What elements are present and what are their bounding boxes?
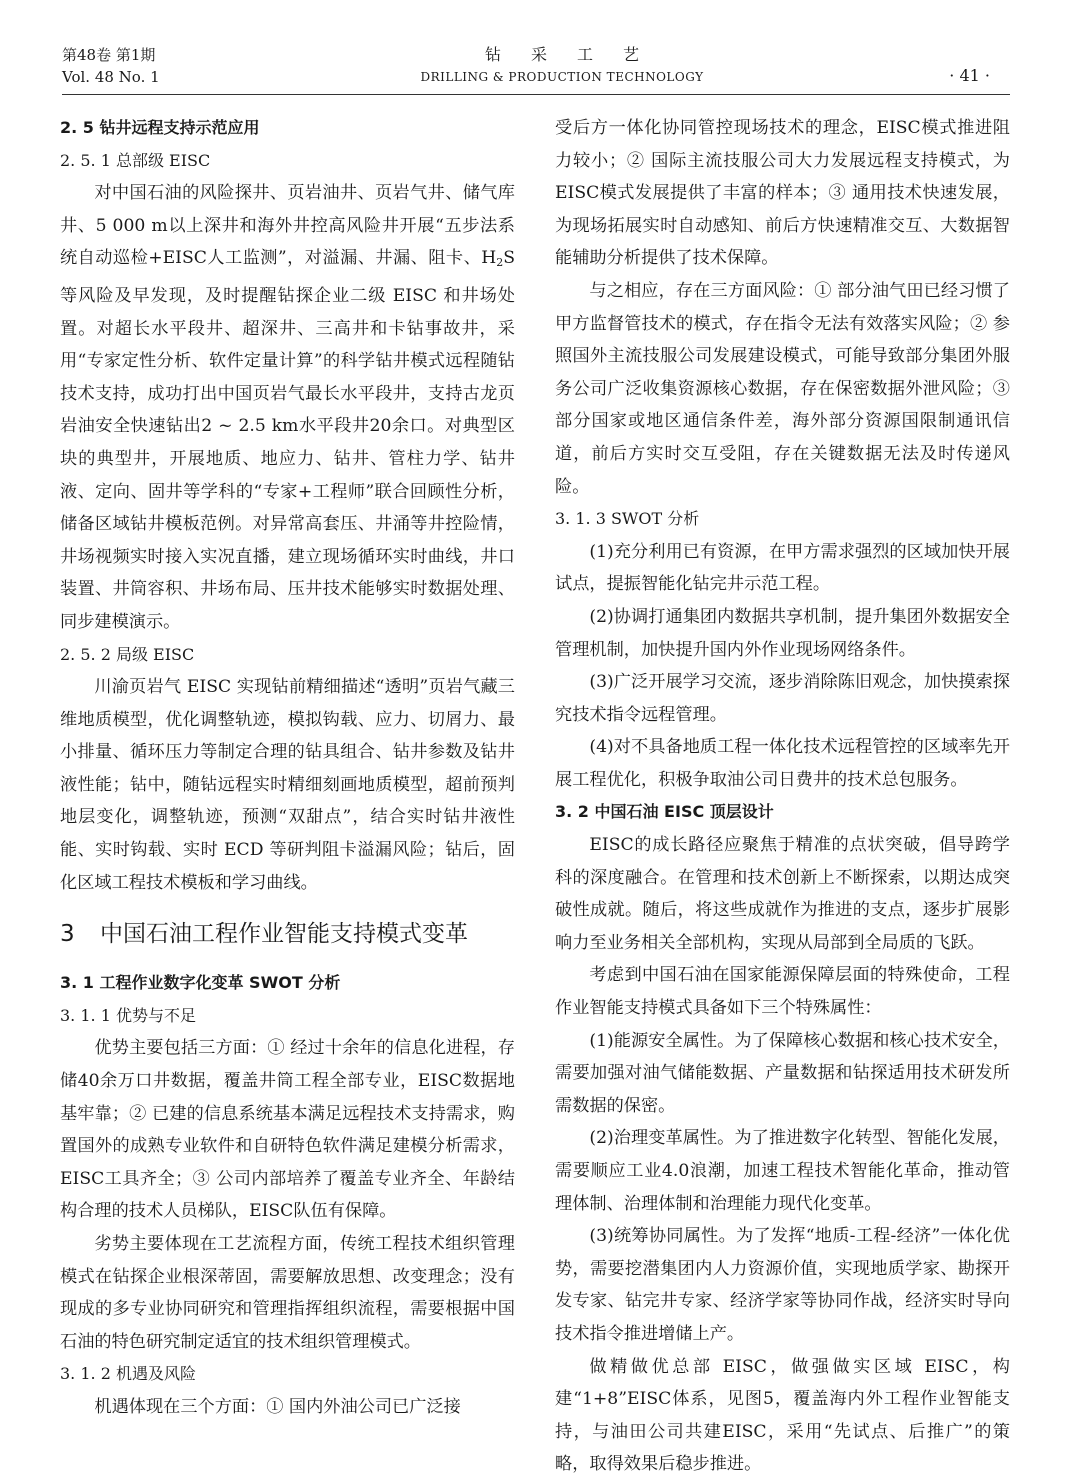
journal-title [392, 44, 732, 88]
journal-title-en: DRILLING & PRODUCTION TECHNOLOGY [420, 70, 704, 84]
subsection-heading-2-5-1: 2. 5. 1 总部级 EISC [60, 150, 211, 170]
left-column [60, 112, 515, 1424]
paragraph: 考虑到中国石油在国家能源保障层面的特殊使命，工程作业智能支持模式具备如下三个特殊属性： [555, 965, 1010, 1019]
paragraph: 劣势主要体现在工艺流程方面，传统工程技术组织管理模式在钻探企业根深蒂固，需要解放思想、改变理念；没有现成的多专业协同研究和管理指挥组织流程，需要根据中国石油的特色研究制定适宜的技术组织管理模式。 [60, 1234, 515, 1352]
header-rule [62, 94, 1010, 95]
swot-item: (1)充分利用已有资源，在甲方需求强烈的区域加快开展试点，提振智能化钻完井示范工程。 [555, 541, 1010, 595]
section-heading-2-5: 2. 5 钻井远程支持示范应用 [60, 118, 260, 137]
attribute-item: (3)统筹协同属性。为了发挥“地质-工程-经济”一体化优势，需要挖潜集团内人力资源价值，实现地质学家、勘探开发专家、钻完井专家、经济学家等协同作战，经济实时导向技术指令推进增储上产。 [555, 1226, 1010, 1344]
paragraph: 川渝页岩气 EISC 实现钻前精细描述“透明”页岩气藏三维地质模型，优化调整轨迹，模拟钩载、应力、切屑力、最小排量、循环压力等制定合理的钻具组合、钻井参数及钻井液性能；钻中，随钻远程实时精细刻画地质模型，超前预判地层变化，调整轨迹，预测“双甜点”，结合实时钻井液性能、实时钩载、实时 ECD 等研判阻卡溢漏风险；钻后，固化区域工程技术模板和学习曲线。 [60, 677, 515, 893]
subsection-heading-2-5-2: 2. 5. 2 局级 EISC [60, 644, 195, 664]
section-heading-3-2: 3. 2 中国石油 EISC 顶层设计 [555, 802, 774, 822]
subsection-heading-3-1-2: 3. 1. 2 机遇及风险 [60, 1364, 196, 1384]
swot-item: (3)广泛开展学习交流，逐步消除陈旧观念，加快摸索探究技术指令远程管理。 [555, 672, 1010, 725]
section-heading-3-1: 3. 1 工程作业数字化变革 SWOT 分析 [60, 973, 341, 993]
swot-item: (2)协调打通集团内数据共享机制，提升集团外数据安全管理机制，加快提升国内外作业现场网络条件。 [555, 606, 1010, 660]
paragraph: 与之相应，存在三方面风险：① 部分油气田已经习惯了甲方监督管技术的模式，存在指令无法有效落实风险；② 参照国外主流技服公司发展建设模式，可能导致部分集团外服务公司广泛收集资源核心数据，存在保密数据外泄风险；③ 部分国家或地区通信条件差，海外部分资源国限制通讯信道，前后方实时交互受阻，存在关键数据无法及时传递风险。 [555, 280, 1010, 497]
paragraph: 做精做优总部 EISC，做强做实区域 EISC，构建“1+8”EISC体系，见图5，覆盖海内外工程作业智能支持，与油田公司共建EISC，采用“先试点、后推广”的策略，取得效果后稳步推进。 [555, 1356, 1010, 1475]
paragraph: 受后方一体化协同管控现场技术的理念，EISC模式推进阻力较小；② 国际主流技服公司大力发展远程支持模式，为EISC模式发展提供了丰富的样本；③ 通用技术快速发展，为现场拓展实时自动感知、前后方快速精准交互、大数据智能辅助分析提供了技术保障。 [555, 118, 1010, 269]
swot-item: (4)对不具备地质工程一体化技术远程管控的区域率先开展工程优化，积极争取油公司日费井的技术总包服务。 [555, 737, 1010, 790]
subsection-heading-3-1-3: 3. 1. 3 SWOT 分析 [555, 509, 700, 529]
page-number: · 41 · [949, 66, 990, 85]
paragraph: EISC的成长路径应聚焦于精准的点状突破，倡导跨学科的深度融合。在管理和技术创新上不断探索，以期达成突破性成就。随后，将这些成就作为推进的支点，逐步扩展影响力至业务相关全部机构，实现从局部到全局质的飞跃。 [555, 835, 1010, 953]
paragraph: 机遇体现在三个方面：① 国内外油公司已广泛接 [94, 1396, 461, 1417]
paragraph: 优势主要包括三方面：① 经过十余年的信息化进程，存储40余万口井数据，覆盖井筒工程全部专业，EISC数据地基牢靠；② 已建的信息系统基本满足远程技术支持需求，购置国外的成熟专业软件和自研特色软件满足建模分析需求，EISC工具齐全；③ 公司内部培养了覆盖专业齐全、年龄结构合理的技术人员梯队，EISC队伍有保障。 [60, 1038, 515, 1222]
volume-en: Vol. 48 No. 1 [62, 68, 160, 86]
attribute-item: (1)能源安全属性。为了保障核心数据和核心技术安全，需要加强对油气储能数据、产量数据和钻探适用技术研发所需数据的保密。 [555, 1030, 1010, 1116]
section-heading-3: 3 中国石油工程作业智能支持模式变革 [60, 921, 468, 948]
page-header [62, 44, 1010, 100]
paragraph: 对中国石油的风险探井、页岩油井、页岩气井、储气库井、5 000 m以上深井和海外井控高风险井开展“五步法系统自动巡检+EISC人工监测”，对溢漏、井漏、阻卡、$H_2S$等风险及早发现，及时提醒钻探企业二级 EISC 和井场处置。对超长水平段井、超深井、三高井和卡钻事故井，采用“专家定性分析、软件定量计算”的科学钻井模式远程随钻技术支持，成功打出中国页岩气最长水平段井，支持古龙页岩油安全快速钻出2 ~ 2.5 km水平段井20余口。对典型区块的典型井，开展地质、地应力、钻井、管柱力学、钻井液、定向、固井等学科的“专家+工程师”联合回顾性分析，储备区域钻井模板范例。对异常高套压、井涌等井控险情，井场视频实时接入实况直播，建立现场循环实时曲线，井口装置、井筒容积、井场布局、压井技术能够实时数据处理、同步建模演示。 [60, 183, 515, 632]
volume-cn: 第48卷 第1期 [62, 46, 156, 64]
subsection-heading-3-1-1: 3. 1. 1 优势与不足 [60, 1005, 196, 1025]
journal-title-cn: 钻采工艺 [484, 45, 669, 64]
volume-info [62, 44, 160, 88]
right-column [555, 112, 1010, 1481]
attribute-item: (2)治理变革属性。为了推进数字化转型、智能化发展，需要顺应工业4.0浪潮，加速工程技术智能化革命，推动管理体制、治理体制和治理能力现代化变革。 [555, 1128, 1010, 1214]
